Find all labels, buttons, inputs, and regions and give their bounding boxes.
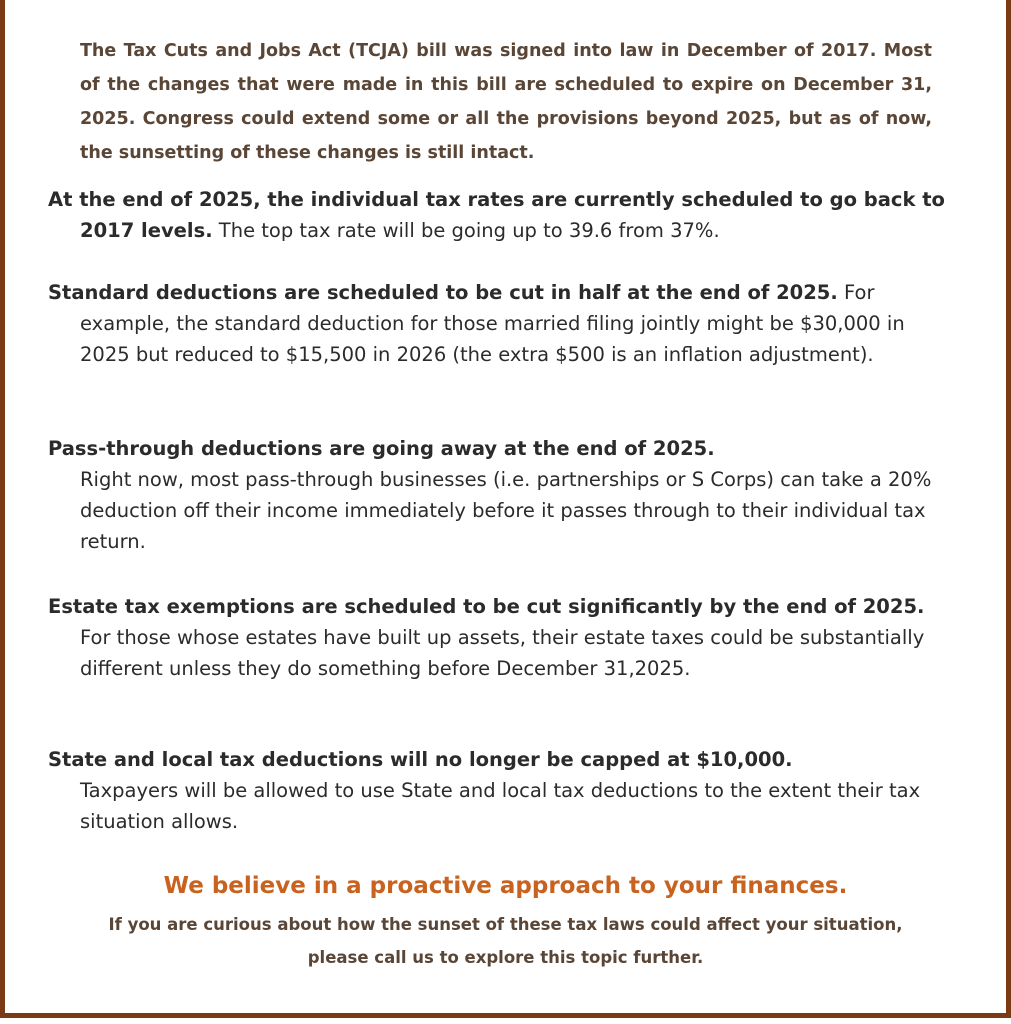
cta-line: please call us to explore this topic further.: [307, 948, 704, 967]
item-body: Taxpayers will be allowed to use State and local tax deductions to the extent their tax situation allows.: [80, 779, 921, 833]
list-item-pass-through: [48, 433, 960, 557]
cta-line: If you are curious about how the sunset of these tax laws could affect your situation,: [108, 915, 903, 934]
item-heading: At the end of 2025, the individual tax rates are currently scheduled to go back to 2017 levels.: [48, 188, 945, 242]
item-body: For example, the standard deduction for those married filing jointly might be $30,000 in 2025 but reduced to $15,500 in 2026 (the extra $500 is an inflation adjustment).: [80, 281, 905, 366]
item-body: The top tax rate will be going up to 39.6 from 37%.: [212, 219, 720, 242]
list-item-tax-rates: [48, 184, 960, 246]
call-to-action: [0, 908, 1011, 974]
item-heading: State and local tax deductions will no longer be capped at $10,000.: [48, 748, 793, 771]
callout-heading: We believe in a proactive approach to your finances.: [163, 873, 848, 899]
list-item-standard-deductions: [48, 277, 960, 370]
intro-paragraph: The Tax Cuts and Jobs Act (TCJA) bill was signed into law in December of 2017. Most of the changes that were made in this bill are scheduled to expire on December 31, 2025. Congress could extend some or all the provisions beyond 2025, but as of now, the sunsetting of these changes is still intact.: [80, 41, 932, 163]
item-heading: Pass-through deductions are going away at the end of 2025.: [48, 437, 715, 460]
list-item-estate-tax: [48, 591, 960, 684]
item-body: Right now, most pass-through businesses (i.e. partnerships or S Corps) can take a 20% deduction off their income immediately before it passes through to their individual tax return.: [80, 468, 932, 553]
item-heading: Estate tax exemptions are scheduled to be cut significantly by the end of 2025.: [48, 595, 925, 618]
item-body: For those whose estates have built up assets, their estate taxes could be substantially different unless they do something before December 31,2025.: [80, 626, 925, 680]
item-heading: Standard deductions are scheduled to be cut in half at the end of 2025.: [48, 281, 838, 304]
list-item-salt-deductions: [48, 744, 960, 837]
